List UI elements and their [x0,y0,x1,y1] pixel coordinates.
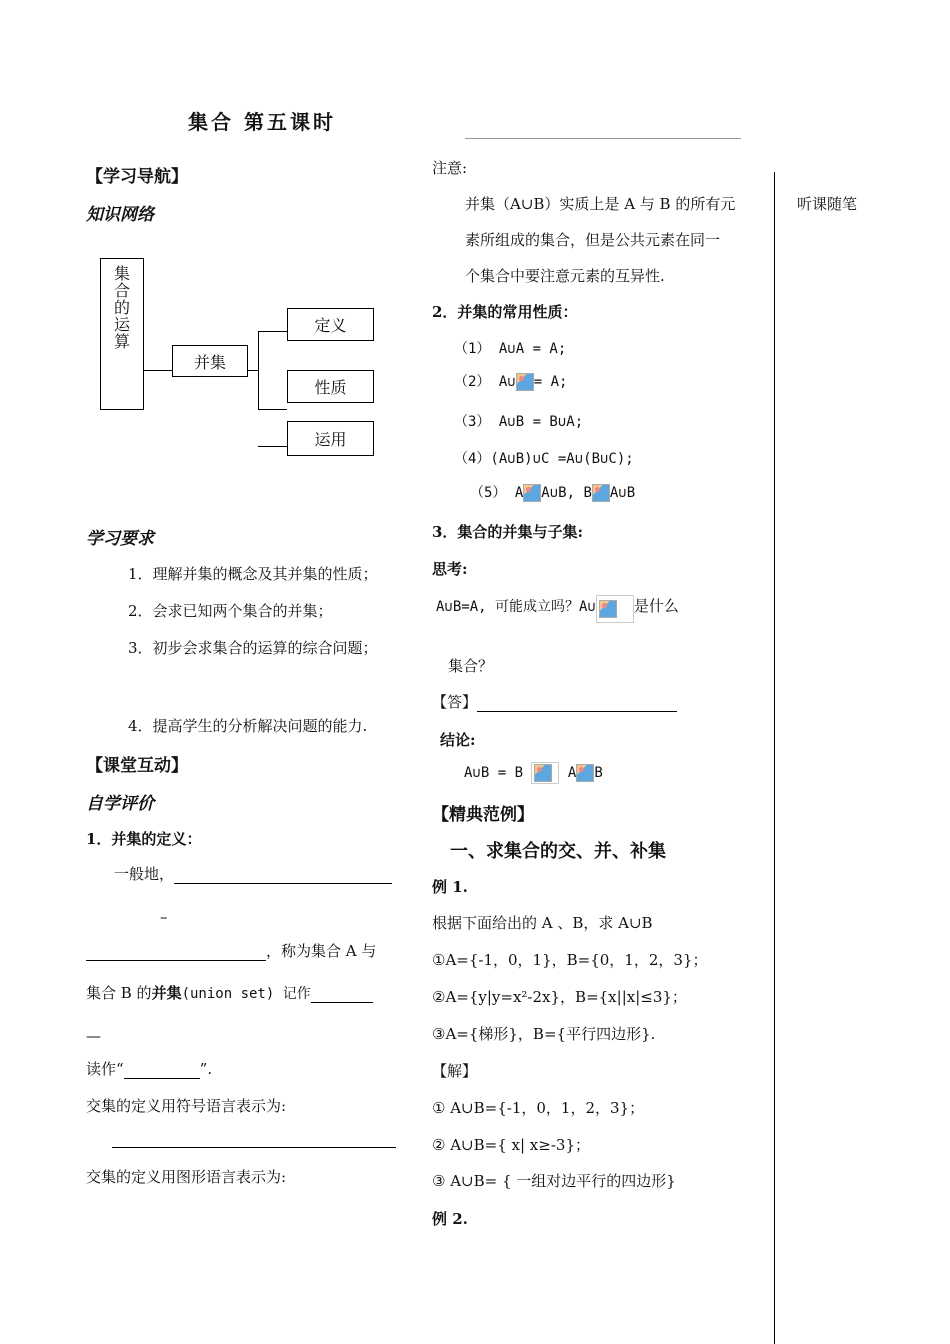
diagram-union-box [172,345,248,377]
definition-dash: – [160,908,168,926]
diagram-root-char: 集 [113,264,130,283]
example-label: 例 1. [432,878,468,896]
conclusion-text: A∪B = B [464,765,524,781]
definition-tail: — [86,1027,101,1045]
read-as-text: ”. [199,1060,213,1078]
blank [477,711,677,712]
read-as-text: 读作“ [86,1060,124,1078]
blank [86,960,266,961]
property-text: （2） A∪ [454,374,516,390]
diagram-definition-label: 定义 [314,316,347,335]
page-title: 集合 第五课时 [188,110,336,134]
examples-subheading: 一、求集合的交、并、补集 [450,841,666,862]
diagram-property-box [287,370,374,403]
note-line: 素所组成的集合，但是公共元素在同一 [465,231,721,249]
conclusion-text: B [594,765,603,781]
properties-title: 2．并集的常用性质： [432,303,578,321]
margin-divider [774,172,775,1344]
definition-intro: 一般地， [114,865,175,883]
conclusion-expression [464,762,603,784]
graph-definition-label: 交集的定义用图形语言表示为: [86,1168,287,1186]
subset-image-icon [576,764,594,782]
diagram-application-label: 运用 [314,430,347,449]
property-text: （5） A [470,485,524,501]
note-line: 个集合中要注意元素的互异性. [465,267,665,285]
solution-item: ② A∪B={ x| x≥-3}； [432,1136,590,1154]
title-rule [465,138,741,139]
think-question-tail: 集合？ [448,657,494,675]
example-text: 根据下面给出的 A 、B，求 A∪B [432,914,653,932]
definition-text: 集合 B 的 [86,984,152,1002]
requirement-item: 4．提高学生的分析解决问题的能力. [128,717,368,735]
property-item [454,371,567,391]
note-line: 并集（A∪B）实质上是 A 与 B 的所有元 [465,195,736,213]
margin-note-label: 听课随笔 [797,195,858,213]
think-label: 思考: [432,560,468,578]
think-text: 是什么 [633,597,679,615]
examples-header: 【精典范例】 [432,805,534,825]
blank [174,883,392,884]
connector-line [258,331,259,410]
property-item [470,482,635,502]
classroom-header: 【课堂互动】 [86,756,188,776]
diagram-root-box [100,258,144,410]
requirement-item: 3．初步会求集合的运算的综合问题； [128,639,378,657]
nav-header: 【学习导航】 [86,167,188,187]
definition-line [86,940,376,961]
property-item: （3） A∪B = B∪A; [454,414,584,430]
equivalence-image-icon [534,764,552,782]
subset-title: 3．集合的并集与子集: [432,523,583,541]
diagram-property-label: 性质 [314,378,347,397]
blank [311,1002,373,1003]
diagram-root-char: 算 [113,332,130,351]
property-text: A∪B, B [541,485,592,501]
answer-label: 【答】 [432,693,478,711]
property-text: = A; [533,374,568,390]
connector-line [258,409,287,410]
connector-line [144,370,172,371]
image-placeholder [596,595,634,623]
answer-line [112,1147,396,1148]
diagram-definition-box [287,308,374,341]
example-item: ③A={梯形}，B={平行四边形}. [432,1025,656,1043]
subset-image-icon [592,484,610,502]
subset-image-icon [523,484,541,502]
diagram-root-char: 合 [113,281,130,300]
symbol-definition-label: 交集的定义用符号语言表示为: [86,1097,287,1115]
read-as-line [86,1058,212,1079]
diagram-root-char: 的 [113,298,130,317]
solution-item: ① A∪B={-1，0，1，2，3}； [432,1099,645,1117]
think-text: A∪B=A, 可能成立吗？A∪ [436,599,596,615]
think-question [436,595,679,623]
connector-line [258,331,287,332]
solution-label: 【解】 [432,1062,478,1080]
definition-line [86,982,373,1003]
conclusion-text: A [567,765,577,781]
diagram-root-char: 运 [113,315,130,334]
connector-line [258,446,287,447]
union-term: 并集 [151,984,182,1002]
diagram-union-label: 并集 [193,352,226,372]
example-item: ①A={-1，0，1}，B={0，1，2，3}； [432,951,708,969]
requirement-item: 2．会求已知两个集合的并集； [128,602,333,620]
image-placeholder [531,762,559,784]
solution-item: ③ A∪B= { 一组对边平行的四边形} [432,1172,676,1190]
knowledge-network-heading: 知识网络 [86,205,154,225]
property-item: （1） A∪A = A; [454,341,567,357]
set-image-icon [599,600,617,618]
note-label: 注意: [432,159,468,177]
property-text: A∪B [609,485,636,501]
example-label: 例 2. [432,1210,468,1228]
empty-set-image-icon [516,373,534,391]
requirements-heading: 学习要求 [86,529,154,549]
answer-line [432,691,677,712]
blank [124,1078,200,1079]
property-item: （4）(A∪B)∪C =A∪(B∪C); [454,451,634,467]
example-item: ②A={y|y=x²-2x}，B={x||x|≤3}； [432,988,687,1006]
self-eval-heading: 自学评价 [86,794,154,814]
diagram-application-box [287,421,374,456]
definition-suffix: ，称为集合 A 与 [266,942,377,960]
conclusion-label: 结论: [440,731,476,749]
definition-text: (union set) 记作 [181,986,311,1002]
union-definition-title: 1．并集的定义： [86,830,202,848]
requirement-item: 1．理解并集的概念及其并集的性质； [128,565,378,583]
definition-line [114,863,392,884]
